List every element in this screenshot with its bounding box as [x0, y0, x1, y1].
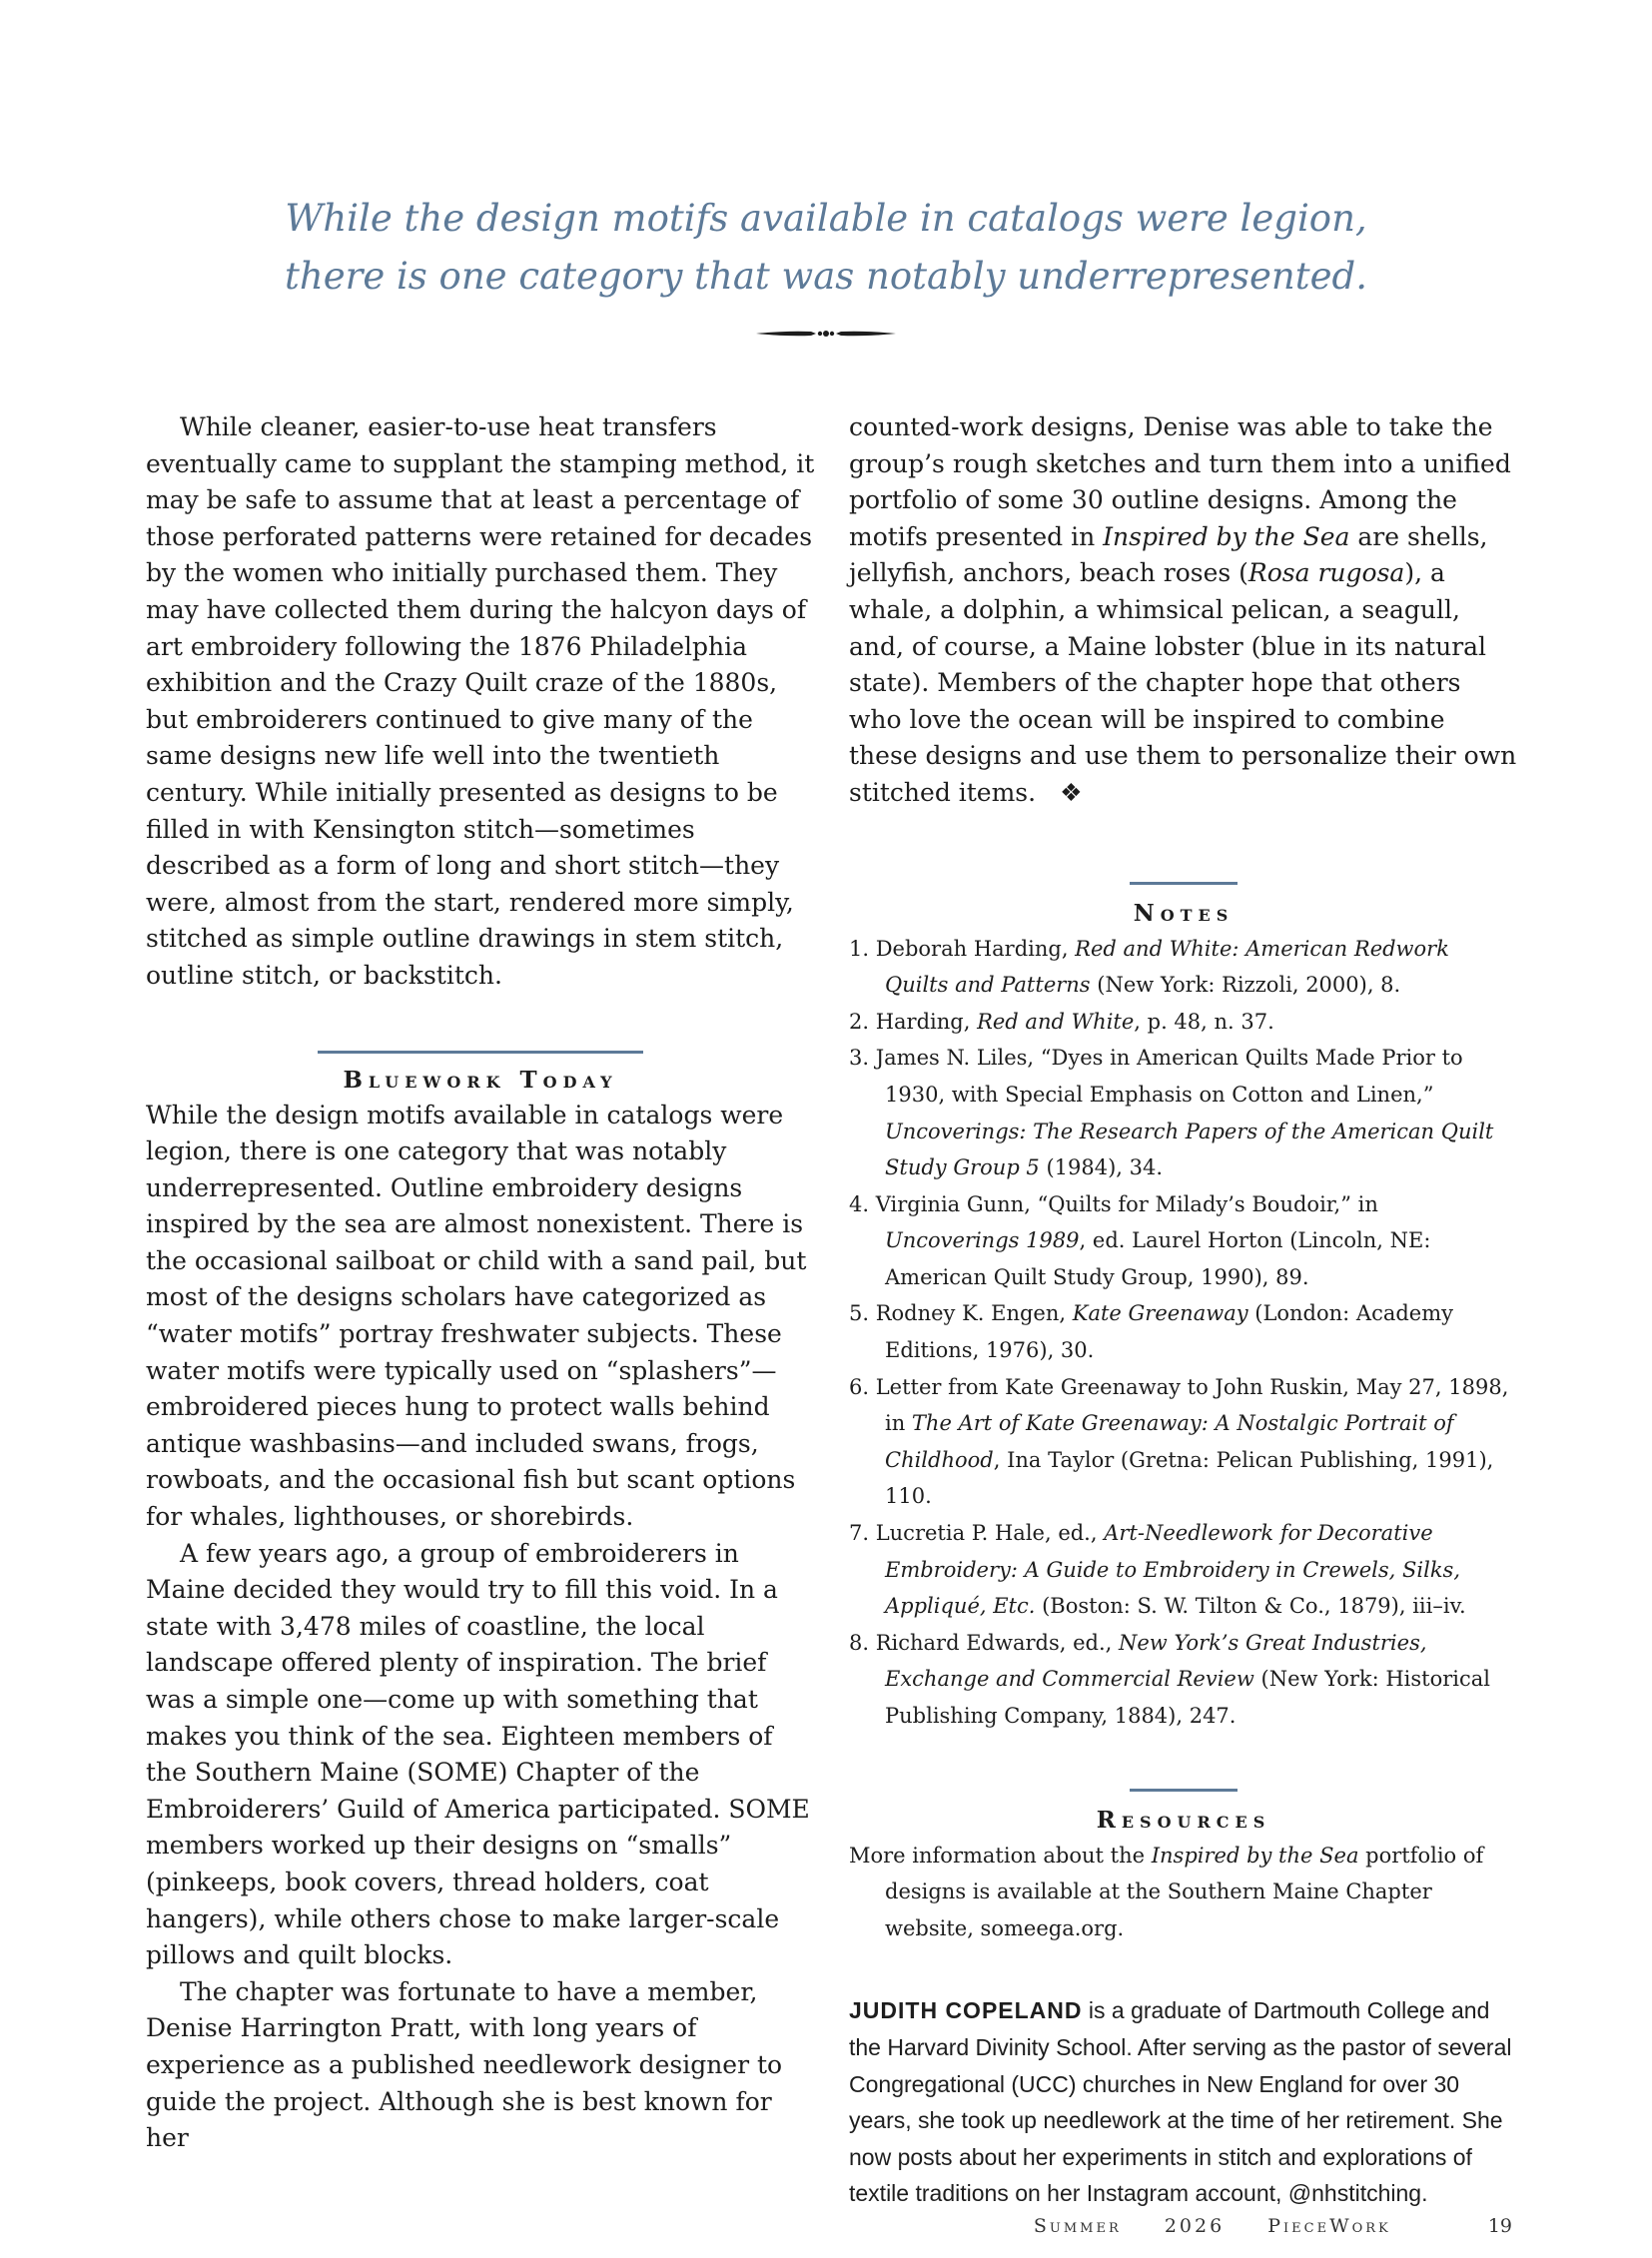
portfolio-title: Inspired by the Sea [1103, 521, 1350, 551]
note-text: (New York: Historical Publishing Company, 1884), 247. [885, 1667, 1490, 1728]
portfolio-title: Inspired by the Sea [1151, 1843, 1359, 1868]
author-bio [849, 1992, 1518, 2212]
note-item [849, 1186, 1518, 1296]
note-text: 3. James N. Liles, “Dyes in American Quilts Made Prior to 1930, with Special Emphasis on Cotton and Linen,” [849, 1046, 1463, 1107]
article-paragraph [849, 409, 1518, 812]
note-text: , p. 48, n. 37. [1134, 1009, 1274, 1034]
note-text: 7. Lucretia P. Hale, ed., [849, 1521, 1105, 1546]
species-name: Rosa rugosa [1247, 558, 1405, 588]
footer-magazine: PieceWork [1267, 2215, 1391, 2237]
right-column [849, 409, 1518, 2235]
notes-list [849, 931, 1518, 1735]
note-title: Uncoverings: The Research Papers of the American Quilt Study Group 5 [885, 1119, 1494, 1180]
note-title: Kate Greenaway [1072, 1301, 1248, 1326]
article-paragraph: A few years ago, a group of embroiderers in Maine decided they would try to fill this void. In a state with 3,478 miles of coastline, the local landscape offered plenty of inspiration. The brief was a simple one—come up with something that makes you think of the sea. Eighteen members of the Southern Maine (SOME) Chapter of the Embroiderers’ Guild of America participated. SOME members worked up their designs on “smalls” (pinkeeps, book covers, thread holders, coat hangers), while others chose to make larger-scale pillows and quilt blocks. [146, 1538, 810, 1970]
note-text: (Boston: S. W. Tilton & Co., 1879), iii–iv. [1035, 1594, 1466, 1619]
note-title: New York’s Great Industries, Exchange and Commercial Review [885, 1630, 1427, 1692]
note-text: 5. Rodney K. Engen, [849, 1301, 1073, 1326]
text-run: portfolio of designs is available at the Southern Maine Chapter website, someega.org. [885, 1843, 1484, 1940]
note-text: 8. Richard Edwards, ed., [849, 1630, 1119, 1655]
note-title: Red and White: American Redwork Quilts and Patterns [885, 936, 1449, 998]
note-text: (London: Academy Editions, 1976), 30. [885, 1301, 1454, 1363]
notes-heading: Notes [1133, 899, 1235, 927]
pull-quote-line-1: While the design motifs available in catalogs were legion, [285, 197, 1367, 240]
text-run: ), a whale, a dolphin, a whimsical pelican, a seagull, and, of course, a Maine lobster (blue in its natural state). Members of the chapter hope that others who love the ocean will be inspired to combine these designs and use them to personalize their own stitched items. [849, 558, 1517, 807]
page-footer [999, 2215, 1512, 2237]
note-item [849, 931, 1518, 1004]
pull-quote [240, 190, 1412, 306]
note-title: Red and White [977, 1009, 1135, 1034]
author-name: JUDITH COPELAND [849, 1997, 1083, 2024]
footer-year: 2026 [1164, 2215, 1226, 2237]
note-text: 6. Letter from Kate Greenaway to John Ruskin, May 27, 1898, in [849, 1374, 1509, 1436]
notes-section [849, 882, 1518, 1735]
page-number: 19 [1487, 2215, 1512, 2237]
section-heading: Bluework Today [343, 1066, 618, 1094]
note-text: , ed. Laurel Horton (Lincoln, NE: American Quilt Study Group, 1990), 89. [885, 1228, 1431, 1289]
article-paragraph: While the design motifs available in catalogs were legion, there is one category that was notably underrepresented. Outline embroidery designs inspired by the sea are almost nonexistent. There is the occasional sailboat or child with a sand pail, but most of the designs scholars have categorized as “water motifs” portray freshwater subjects. These water motifs were typically used on “splashers”—embroidered pieces hung to protect walls behind antique washbasins—and included swans, frogs, rowboats, and the occasional fish but scant options for whales, lighthouses, or shorebirds. [146, 1100, 807, 1532]
author-bio-text: is a graduate of Dartmouth College and the Harvard Divinity School. After serving as the pastor of several Congregational (UCC) churches in New England for over 30 years, she took up needlework at the time of her retirement. She now posts about her experiments in stitch and explorations of textile traditions on her Instagram account, @nhstitching. [849, 1997, 1512, 2207]
bluework-section [146, 1051, 815, 2157]
text-run: are shells, jellyfish, anchors, beach roses ( [849, 521, 1488, 588]
pull-quote-line-2: there is one category that was notably underrepresented. [285, 255, 1367, 298]
resources-heading: Resources [1096, 1806, 1271, 1834]
note-item [849, 1295, 1518, 1368]
note-text: , Ina Taylor (Gretna: Pelican Publishing, 1991), 110. [885, 1447, 1494, 1509]
note-item [849, 1625, 1518, 1735]
note-title: Uncoverings 1989 [885, 1228, 1080, 1253]
note-item [849, 1040, 1518, 1185]
section-rule [1130, 882, 1238, 885]
text-run: counted-work designs, Denise was able to take the group’s rough sketches and turn them into a unified portfolio of some 30 outline designs. Among the motifs presented in [849, 412, 1511, 551]
ornament-divider [756, 326, 896, 342]
article-paragraph: The chapter was fortunate to have a member, Denise Harrington Pratt, with long years of experience as a published needlework designer to guide the project. Although she is best known for her [146, 1976, 783, 2153]
end-mark-icon: ❖ [1060, 777, 1083, 807]
note-text: 2. Harding, [849, 1009, 978, 1034]
left-column [146, 409, 815, 2157]
note-item [849, 1004, 1518, 1041]
note-item [849, 1515, 1518, 1625]
note-text: (New York: Rizzoli, 2000), 8. [1090, 973, 1401, 998]
note-title: Art-Needlework for Decorative Embroidery: A Guide to Embroidery in Crewels, Silks, Appliqué, Etc. [885, 1521, 1460, 1619]
resources-text [849, 1838, 1518, 1947]
footer-season: Summer [1033, 2215, 1122, 2237]
note-text: (1984), 34. [1039, 1155, 1164, 1180]
resources-section [849, 1789, 1518, 1947]
article-paragraph: While cleaner, easier-to-use heat transfers eventually came to supplant the stamping method, it may be safe to assume that at least a percentage of those perforated patterns were retained for decades by the women who initially purchased them. They may have collected them during the halcyon days of art embroidery following the 1876 Philadelphia exhibition and the Crazy Quilt craze of the 1880s, but embroiderers continued to give many of the same designs new life well into the twentieth century. While initially presented as designs to be filled in with Kensington stitch—sometimes described as a form of long and short stitch—they were, almost from the start, rendered more simply, stitched as simple outline drawings in stem stitch, outline stitch, or backstitch. [146, 412, 815, 990]
note-text: 1. Deborah Harding, [849, 936, 1076, 961]
note-title: The Art of Kate Greenaway: A Nostalgic Portrait of Childhood [885, 1411, 1454, 1472]
text-run: More information about the [849, 1843, 1152, 1868]
section-rule [1130, 1789, 1238, 1792]
note-text: 4. Virginia Gunn, “Quilts for Milady’s Boudoir,” in [849, 1191, 1378, 1216]
section-rule [318, 1051, 643, 1054]
note-item [849, 1369, 1518, 1515]
